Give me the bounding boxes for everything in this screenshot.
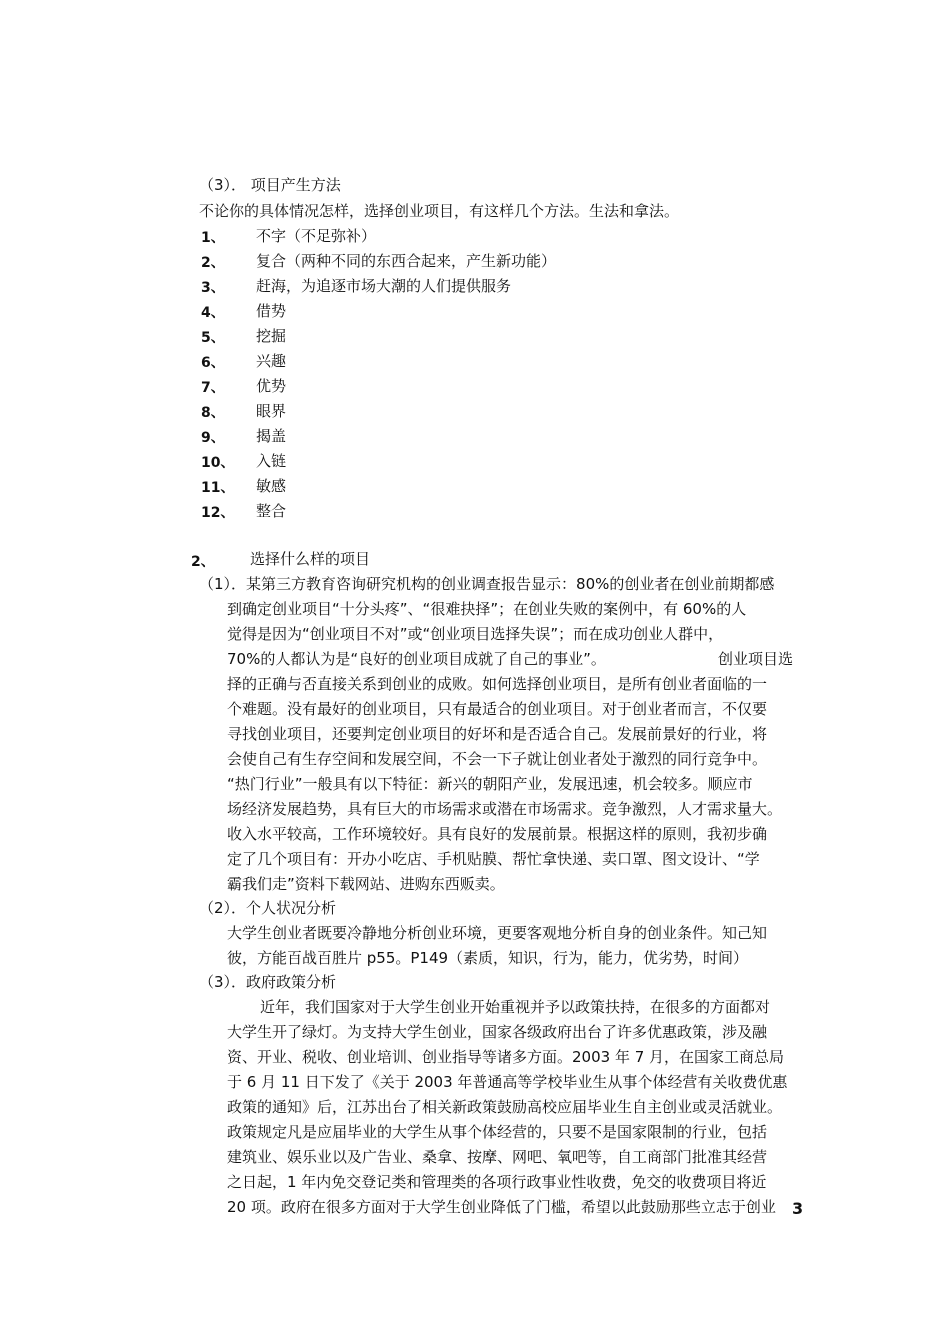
paragraph-line: 觉得是因为“创业项目不对”或“创业项目选择失误”；而在成功创业人群中， [227,625,724,643]
list-item-text: 挖掘 [256,327,287,345]
list-item-number: 11、 [201,480,235,496]
list-item-text: 整合 [256,502,287,520]
part1-number: （1）． [199,575,247,593]
paragraph-line: 大学生创业者既要冷静地分析创业环境，更要客观地分析自身的创业条件。知己知 [227,924,768,942]
paragraph-line: 择的正确与否直接关系到创业的成败。如何选择创业项目，是所有创业者面临的一 [227,675,768,693]
paragraph-line: 霸我们走”资料下载网站、进购东西贩卖。 [227,875,505,893]
part3-label: （3）．政府政策分析 [199,973,337,991]
list-item-number: 10、 [201,455,235,471]
list-item-text: 兴趣 [256,352,287,370]
paragraph-line: 政策规定凡是应届毕业的大学生从事个体经营的，只要不是国家限制的行业，包括 [227,1123,768,1141]
list-item-text: 眼界 [256,402,287,420]
list-item-text: 赶海，为追逐市场大潮的人们提供服务 [256,277,512,295]
paragraph-line: 近年，我们国家对于大学生创业开始重视并予以政策扶持，在很多的方面都对 [260,998,771,1016]
paragraph-line: 定了几个项目有：开办小吃店、手机贴膜、帮忙拿快递、卖口罩、图文设计、“学 [227,850,760,868]
list-item-text: 不字（不足弥补） [256,227,377,245]
list-item-text: 优势 [256,377,287,395]
list-item-number: 2、 [201,255,225,271]
paragraph-line: 于 6 月 11 日下发了《关于 2003 年普通高等学校毕业生从事个体经营有关收费优惠 [227,1073,788,1091]
list-item-number: 6、 [201,355,225,371]
paragraph-line: 之日起，1 年内免交登记类和管理类的各项行政事业性收费，免交的收费项目将近 [227,1173,767,1191]
paragraph-line: “热门行业”一般具有以下特征：新兴的朝阳产业，发展迅速，机会较多。顺应市 [227,775,753,793]
list-item-text: 借势 [256,302,287,320]
paragraph-line: 彼，方能百战百胜片 p55。P149（素质，知识，行为，能力，优劣势，时间） [227,949,749,967]
paragraph-line: 70%的人都认为是“良好的创业项目成就了自己的事业”。 [227,650,606,668]
section-heading: （3）． 项目产生方法 [199,176,341,194]
paragraph-line: 个难题。没有最好的创业项目，只有最适合的创业项目。对于创业者而言，不仅要 [227,700,768,718]
list-item-text: 敏感 [256,477,287,495]
list-item-number: 8、 [201,405,225,421]
paragraph-line: 建筑业、娱乐业以及广告业、桑拿、按摩、网吧、氧吧等，自工商部门批准其经营 [227,1148,768,1166]
paragraph-line: 会使自己有生存空间和发展空间，不会一下子就让创业者处于激烈的同行竞争中。 [227,750,768,768]
paragraph-line: 到确定创业项目“十分头疼”、“很难抉择”；在创业失败的案例中，有 60%的人 [227,600,747,618]
page-number: 3 [792,1199,804,1218]
paragraph-line-tail: 创业项目选 [718,650,794,668]
part1-label [199,574,774,594]
intro-paragraph: 不论你的具体情况怎样，选择创业项目，有这样几个方法。生法和拿法。 [199,202,680,220]
paragraph-line: 场经济发展趋势，具有巨大的市场需求或潜在市场需求。竞争激烈，人才需求量大。 [227,800,783,818]
list-item-text: 揭盖 [256,427,287,445]
paragraph-line: 收入水平较高，工作环境较好。具有良好的发展前景。根据这样的原则，我初步确 [227,825,768,843]
part1-first-line: 某第三方教育咨询研究机构的创业调查报告显示：80%的创业者在创业前期都感 [246,575,775,593]
list-item-text: 入链 [256,452,287,470]
paragraph-line: 20 项。政府在很多方面对于大学生创业降低了门槛，希望以此鼓励那些立志于创业 [227,1198,776,1216]
list-item-number: 12、 [201,505,235,521]
list-item-number: 4、 [201,305,225,321]
paragraph-line: 资、开业、税收、创业培训、创业指导等诸多方面。2003 年 7 月，在国家工商总局 [227,1048,785,1066]
list-item-number: 9、 [201,430,225,446]
paragraph-line: 寻找创业项目，还要判定创业项目的好坏和是否适合自己。发展前景好的行业，将 [227,725,768,743]
part2-label: （2）．个人状况分析 [199,899,337,917]
list-item-number: 1、 [201,230,225,246]
paragraph-line: 政策的通知》后，江苏出台了相关新政策鼓励高校应届毕业生自主创业或灵活就业。 [227,1098,783,1116]
list-item-number: 3、 [201,280,225,296]
section-title: 选择什么样的项目 [250,550,371,568]
list-item-number: 5、 [201,330,225,346]
paragraph-line: 大学生开了绿灯。为支持大学生创业，国家各级政府出台了许多优惠政策，涉及融 [227,1023,768,1041]
section-number: 2、 [191,554,215,570]
list-item-text: 复合（两种不同的东西合起来，产生新功能） [256,252,557,270]
list-item-number: 7、 [201,380,225,396]
